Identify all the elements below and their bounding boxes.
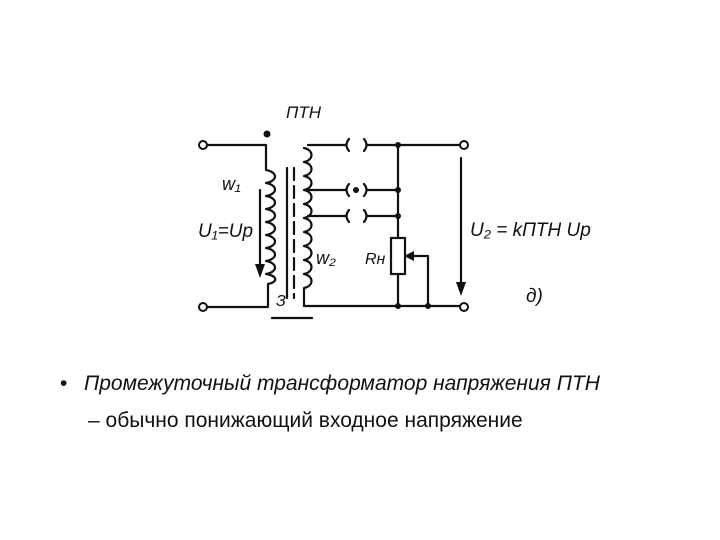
switch-1-left [347,139,350,151]
bullet-dot: • [60,372,68,395]
output-terminal-bottom [460,303,468,311]
u2-arrowhead [456,282,466,296]
output-terminal-top [460,141,468,149]
primary-wire-bottom [207,284,268,307]
w1-label: w₁ [222,174,241,194]
switch-1-right [364,139,367,151]
diagram-title: ПТН [286,103,321,122]
switch-2-closed [353,187,359,193]
junction-5 [425,303,431,309]
switch-3-right [364,210,367,222]
resistor-slider-wire [407,256,428,306]
u1-label: U₁=Uр [198,221,254,242]
junction-4 [395,303,401,309]
switch-2-left [347,184,350,196]
primary-winding [266,170,275,284]
load-resistor [391,238,405,274]
bullet-continuation: – обычно понижающий входное напряжение [88,409,523,432]
junction-3 [395,213,401,219]
input-terminal-bottom [199,303,207,311]
secondary-winding [304,148,312,306]
primary-wire-top [207,145,266,170]
input-terminal-top [199,141,207,149]
switch-2-right [364,184,367,196]
junction-1 [395,142,401,148]
junction-2 [395,187,401,193]
polarity-dot [264,131,271,138]
panel-label: д) [526,286,543,307]
switch-3-left [347,210,350,222]
bullet-item [60,372,700,396]
w2-label: w₂ [316,248,336,268]
rn-label: Rн [365,251,386,268]
u1-arrowhead [255,264,265,278]
bullet-text: Промежуточный трансформатор напряжения ПТН [84,372,600,395]
core-label: З [276,293,286,310]
u2-label: U₂ = kПТН Uр [470,220,591,241]
